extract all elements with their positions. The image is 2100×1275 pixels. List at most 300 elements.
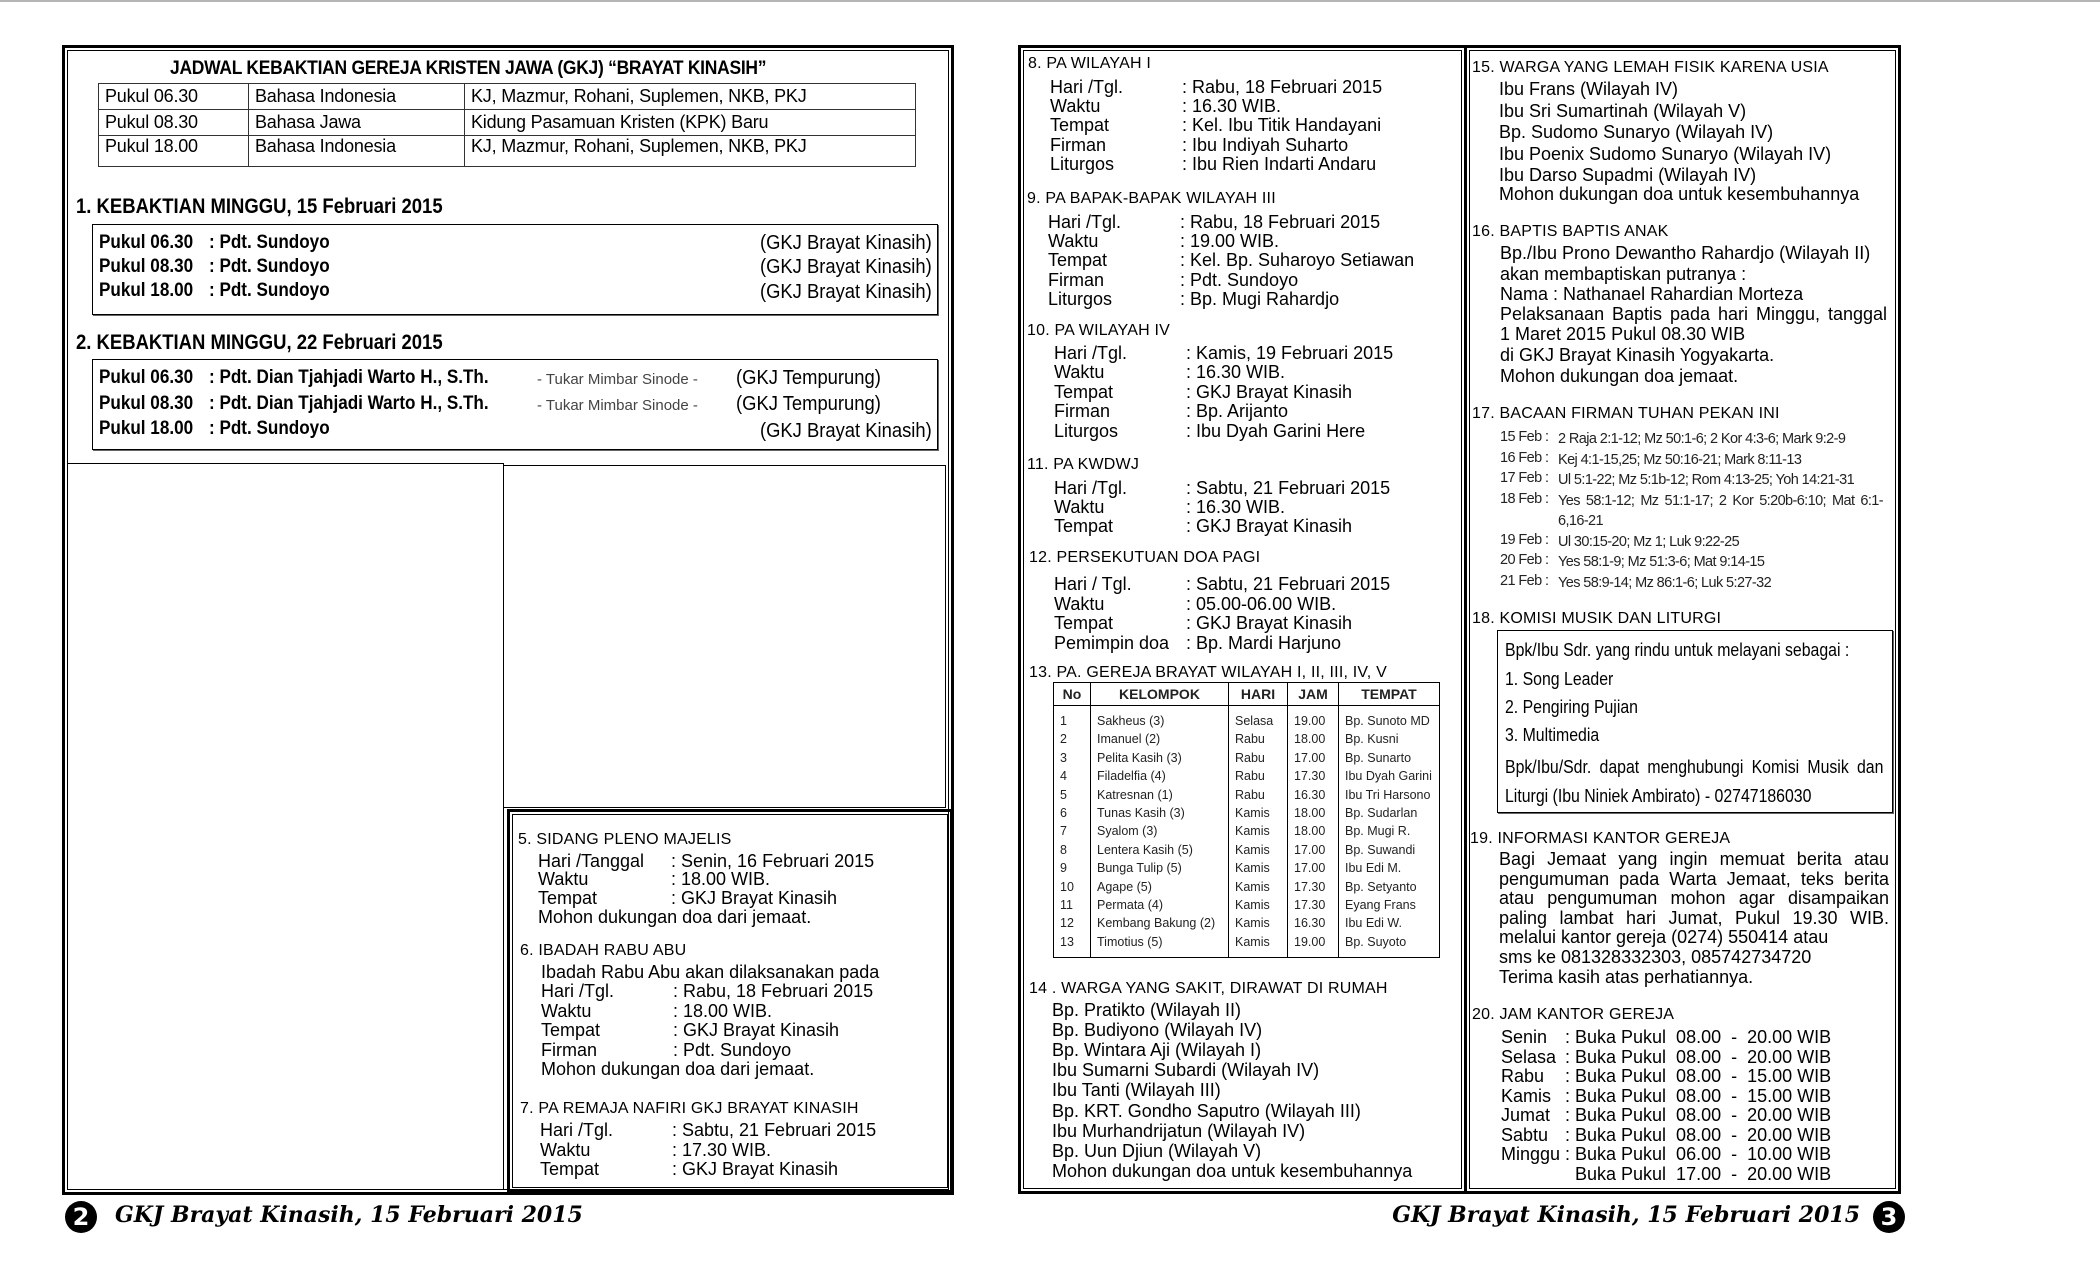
- office-day: Selasa: [1501, 1046, 1557, 1067]
- item-field: [1048, 250, 1414, 271]
- service-time: Pukul 08.30: [99, 256, 194, 277]
- pa-hari: Kamis: [1229, 804, 1288, 822]
- item-16-heading: 16. BAPTIS BAPTIS ANAK: [1472, 223, 1669, 240]
- reading-date: 18 Feb :: [1500, 490, 1549, 507]
- pa-tempat: Bp. Kusni: [1339, 730, 1440, 748]
- field-value: : Kel. Ibu Titik Handayani: [1182, 115, 1382, 135]
- service-time: Pukul 06.30: [99, 367, 194, 388]
- service-preacher: : Pdt. Dian Tjahjadi Warto H., S.Th.: [208, 367, 489, 388]
- page-number-badge: 3: [1873, 1201, 1905, 1233]
- pa-kelompok: Timotius (5): [1091, 933, 1229, 958]
- item-field: [1050, 77, 1382, 98]
- baptism-line: Bp./Ibu Prono Dewantho Rahardjo (Wilayah II): [1500, 243, 1871, 263]
- item-17-heading: 17. BACAAN FIRMAN TUHAN PEKAN INI: [1472, 405, 1780, 422]
- service-location: (GKJ Brayat Kinasih): [760, 232, 932, 254]
- field-value: : Sabtu, 21 Februari 2015: [1186, 478, 1391, 498]
- elderly-member: Ibu Poenix Sudomo Sunaryo (Wilayah IV): [1499, 143, 1832, 164]
- item-field: [1054, 516, 1352, 537]
- field-label: Waktu: [538, 869, 589, 889]
- office-day: Jumat: [1501, 1105, 1551, 1125]
- pa-tempat: Bp. Mugi R.: [1339, 822, 1440, 840]
- schedule-time: Pukul 18.00: [99, 136, 249, 167]
- service-preacher: : Pdt. Sundoyo: [208, 280, 330, 301]
- baptism-line: Mohon dukungan doa jemaat.: [1500, 366, 1739, 386]
- pa-no: 2: [1054, 730, 1091, 748]
- field-label: Tempat: [1050, 115, 1110, 135]
- pa-tempat: Ibu Edi M.: [1339, 859, 1440, 877]
- music-contact: Bpk/Ibu/Sdr. dapat menghubungi Komisi Musik dan Liturgi (Ibu Niniek Ambirato) - 02747186030: [1505, 757, 1884, 806]
- field-value: : GKJ Brayat Kinasih: [1186, 613, 1353, 633]
- item-field: [1050, 154, 1376, 175]
- pa-no: 1: [1054, 706, 1091, 731]
- service-row: [99, 393, 520, 415]
- schedule-time: Pukul 06.30: [99, 84, 249, 110]
- field-label: Hari /Tanggal: [538, 851, 645, 871]
- pa-tempat: Eyang Frans: [1339, 896, 1440, 914]
- item-field: [1048, 289, 1339, 310]
- reading-date: 20 Feb :: [1500, 552, 1549, 568]
- pa-no: 11: [1054, 896, 1091, 914]
- pa-jam: 17.00: [1288, 841, 1339, 859]
- reading-date: 16 Feb :: [1500, 449, 1549, 466]
- reading-date: 19 Feb :: [1500, 531, 1549, 548]
- reading-date: 17 Feb :: [1500, 470, 1549, 486]
- pa-jam: 16.30: [1288, 786, 1339, 804]
- pa-jam: 17.30: [1288, 896, 1339, 914]
- field-label: Hari /Tgl.: [540, 1120, 614, 1140]
- item-field: [1050, 96, 1281, 117]
- item-9-heading: 9. PA BAPAK-BAPAK WILAYAH III: [1027, 190, 1276, 207]
- pa-hari: Selasa: [1229, 706, 1288, 731]
- field-value: : 17.30 WIB.: [672, 1140, 772, 1160]
- pa-hari: Kamis: [1229, 822, 1288, 840]
- pa-jam: 18.00: [1288, 822, 1339, 840]
- pa-hari: Kamis: [1229, 914, 1288, 932]
- service-row: [99, 256, 343, 278]
- pa-hari: Rabu: [1229, 749, 1288, 767]
- page-footer-text: GKJ Brayat Kinasih, 15 Februari 2015: [1392, 1202, 1860, 1228]
- item-field: [1050, 115, 1381, 136]
- service-row: [99, 280, 343, 302]
- field-label: Hari /Tgl.: [1054, 478, 1128, 498]
- item-10-heading: 10. PA WILAYAH IV: [1027, 322, 1171, 339]
- field-label: Waktu: [1050, 96, 1101, 116]
- pa-hari: Kamis: [1229, 896, 1288, 914]
- empty-panel-left: [67, 463, 504, 1190]
- field-value: : GKJ Brayat Kinasih: [672, 1159, 839, 1179]
- pa-no: 6: [1054, 804, 1091, 822]
- item-8-heading: 8. PA WILAYAH I: [1028, 55, 1152, 72]
- office-day: Rabu: [1501, 1066, 1545, 1086]
- pa-tempat: Bp. Sudarlan: [1339, 804, 1440, 822]
- schedule-language: Bahasa Jawa: [249, 110, 465, 136]
- empty-panel-right: [503, 465, 946, 808]
- field-value: : Kel. Bp. Suharoyo Setiawan: [1180, 250, 1415, 270]
- item-field: [541, 1040, 791, 1061]
- elderly-member: Ibu Darso Supadmi (Wilayah IV): [1499, 165, 1757, 185]
- pa-tempat: Ibu Dyah Garini: [1339, 767, 1440, 785]
- sick-member: Bp. Pratikto (Wilayah II): [1052, 1000, 1242, 1020]
- field-label: Liturgos: [1048, 289, 1113, 309]
- item-18-heading: 18. KOMISI MUSIK DAN LITURGI: [1472, 610, 1722, 627]
- item-field: [1054, 633, 1341, 654]
- office-hours: : Buka Pukul 08.00 - 20.00 WIB: [1565, 1124, 1832, 1145]
- field-label: Waktu: [1048, 231, 1099, 251]
- field-label: Hari /Tgl.: [541, 981, 615, 1001]
- field-value: : Bp. Mugi Rahardjo: [1180, 289, 1340, 309]
- pa-no: 8: [1054, 841, 1091, 859]
- field-label: Tempat: [541, 1020, 601, 1040]
- elderly-closing: Mohon dukungan doa untuk kesembuhannya: [1499, 184, 1860, 204]
- office-day: Senin: [1501, 1027, 1548, 1047]
- pa-jam: 17.30: [1288, 878, 1339, 896]
- office-info-paragraph: Bagi Jemaat yang ingin memuat berita atau pengumuman pada Warta Jemaat, teks berita atau pengumuman mohon agar disampaikan paling lambat hari Jumat, Pukul 19.30 WIB. melalui kantor gereja (0274) 550414 atau: [1499, 849, 1889, 947]
- item-field: [1048, 231, 1279, 252]
- elderly-member: Ibu Frans (Wilayah IV): [1499, 79, 1679, 99]
- item-field: [1054, 362, 1285, 383]
- column-header-jam: JAM: [1288, 683, 1339, 706]
- pa-hari: Rabu: [1229, 786, 1288, 804]
- office-day: Sabtu: [1501, 1124, 1549, 1145]
- schedule-row: [99, 136, 916, 167]
- pa-jam: 19.00: [1288, 706, 1339, 731]
- item-field: [1050, 135, 1348, 156]
- item-field: [1054, 401, 1288, 422]
- pa-no: 10: [1054, 878, 1091, 896]
- field-value: : Sabtu, 21 Februari 2015: [1186, 574, 1391, 594]
- elderly-member: Bp. Sudomo Sunaryo (Wilayah IV): [1499, 122, 1774, 142]
- field-label: Waktu: [1054, 594, 1105, 614]
- pa-table-row: [1054, 822, 1440, 840]
- sick-member: Bp. Wintara Aji (Wilayah I): [1052, 1040, 1262, 1061]
- item-field: [541, 1020, 839, 1041]
- field-value: : GKJ Brayat Kinasih: [1186, 516, 1353, 536]
- pa-no: 9: [1054, 859, 1091, 877]
- field-value: : 18.00 WIB.: [673, 1001, 773, 1021]
- baptism-line: akan membaptiskan putranya :: [1500, 264, 1747, 284]
- service-1-heading: 1. KEBAKTIAN MINGGU, 15 Februari 2015: [76, 195, 443, 218]
- sick-member: Bp. KRT. Gondho Saputro (Wilayah III): [1052, 1100, 1361, 1121]
- field-label: Waktu: [1054, 362, 1105, 382]
- pa-table-row: [1054, 933, 1440, 958]
- item-15-heading: 15. WARGA YANG LEMAH FISIK KARENA USIA: [1472, 59, 1829, 76]
- field-value: : Senin, 16 Februari 2015: [671, 851, 875, 871]
- item-field: [540, 1140, 771, 1161]
- field-label: Tempat: [538, 888, 598, 908]
- pa-table-row: [1054, 706, 1440, 731]
- page-footer-text: GKJ Brayat Kinasih, 15 Februari 2015: [115, 1202, 583, 1228]
- pa-table-row: [1054, 767, 1440, 785]
- field-label: Waktu: [1054, 497, 1105, 517]
- field-label: Hari /Tgl.: [1048, 212, 1122, 232]
- pa-kelompok: Imanuel (2): [1091, 730, 1229, 748]
- elderly-member: Ibu Sri Sumartinah (Wilayah V): [1499, 100, 1747, 121]
- service-time: Pukul 18.00: [99, 280, 194, 301]
- pa-tempat: Bp. Sunarto: [1339, 749, 1440, 767]
- item-19-heading: 19. INFORMASI KANTOR GEREJA: [1470, 830, 1731, 847]
- field-value: : Ibu Rien Indarti Andaru: [1182, 154, 1377, 174]
- item-field: [538, 888, 837, 909]
- pa-table-row: [1054, 730, 1440, 748]
- field-value: : Pdt. Sundoyo: [673, 1040, 792, 1060]
- pa-table-row: [1054, 786, 1440, 804]
- service-note: - Tukar Mimbar Sinode -: [537, 371, 698, 388]
- pa-table-row: [1054, 896, 1440, 914]
- service-time: Pukul 08.30: [99, 393, 194, 414]
- service-time: Pukul 18.00: [99, 418, 194, 439]
- pa-tempat: Bp. Suwandi: [1339, 841, 1440, 859]
- field-label: Hari /Tgl.: [1054, 343, 1128, 363]
- column-header-tempat: TEMPAT: [1339, 683, 1440, 706]
- field-label: Firman: [541, 1040, 598, 1060]
- baptism-line: di GKJ Brayat Kinasih Yogyakarta.: [1500, 345, 1775, 365]
- field-value: : Rabu, 18 Februari 2015: [673, 981, 874, 1001]
- office-hours: : Buka Pukul 08.00 - 20.00 WIB: [1565, 1105, 1832, 1125]
- pa-table-row: [1054, 841, 1440, 859]
- pa-kelompok: Permata (4): [1091, 896, 1229, 914]
- page-number-badge: 2: [65, 1201, 97, 1233]
- field-value: : GKJ Brayat Kinasih: [671, 888, 838, 908]
- field-value: : Bp. Mardi Harjuno: [1186, 633, 1342, 653]
- field-value: : 19.00 WIB.: [1180, 231, 1280, 251]
- item-field: [540, 1159, 838, 1180]
- service-location: (GKJ Brayat Kinasih): [760, 420, 932, 442]
- item-7-heading: 7. PA REMAJA NAFIRI GKJ BRAYAT KINASIH: [520, 1100, 859, 1117]
- pa-table-row: [1054, 804, 1440, 822]
- pa-hari: Rabu: [1229, 767, 1288, 785]
- pa-kelompok: Katresnan (1): [1091, 786, 1229, 804]
- item-12-heading: 12. PERSEKUTUAN DOA PAGI: [1029, 549, 1261, 566]
- service-preacher: : Pdt. Dian Tjahjadi Warto H., S.Th.: [208, 393, 489, 414]
- sick-member: Bp. Uun Djiun (Wilayah V): [1052, 1140, 1262, 1161]
- field-value: : 16.30 WIB.: [1186, 362, 1286, 382]
- reading-text: 2 Raja 2:1-12; Mz 50:1-6; 2 Kor 4:3-6; Mark 9:2-9: [1558, 431, 1846, 447]
- item-5-heading: 5. SIDANG PLENO MAJELIS: [518, 831, 732, 848]
- pa-kelompok: Bunga Tulip (5): [1091, 859, 1229, 877]
- office-info-closing: Terima kasih atas perhatiannya.: [1499, 967, 1754, 987]
- pa-no: 4: [1054, 767, 1091, 785]
- reading-text: Yes 58:9-14; Mz 86:1-6; Luk 5:27-32: [1558, 574, 1772, 591]
- reading-text: Kej 4:1-15,25; Mz 50:16-21; Mark 8:11-13: [1558, 451, 1802, 468]
- schedule-language: Bahasa Indonesia: [249, 84, 465, 110]
- pa-table-row: [1054, 878, 1440, 896]
- schedule-row: [99, 110, 916, 136]
- schedule-songbooks: Kidung Pasamuan Kristen (KPK) Baru: [465, 110, 916, 136]
- pa-no: 12: [1054, 914, 1091, 932]
- field-label: Tempat: [1048, 250, 1108, 270]
- schedule-row: [99, 84, 916, 110]
- reading-text: Ul 30:15-20; Mz 1; Luk 9:22-25: [1558, 533, 1740, 550]
- service-preacher: : Pdt. Sundoyo: [208, 232, 330, 253]
- pa-kelompok: Agape (5): [1091, 878, 1229, 896]
- reading-date: 21 Feb :: [1500, 572, 1549, 589]
- pa-table-row: [1054, 749, 1440, 767]
- pa-jam: 18.00: [1288, 804, 1339, 822]
- field-value: : 16.30 WIB.: [1186, 497, 1286, 517]
- pa-tempat: Bp. Sunoto MD: [1339, 706, 1440, 731]
- field-value: : Bp. Arijanto: [1186, 401, 1289, 421]
- office-info-sms: sms ke 081328332303, 085742734720: [1499, 947, 1812, 967]
- pa-tempat: Ibu Tri Harsono: [1339, 786, 1440, 804]
- field-label: Liturgos: [1050, 154, 1115, 174]
- schedule-songbooks: KJ, Mazmur, Rohani, Suplemen, NKB, PKJ: [465, 84, 916, 110]
- reading-text: Yes 58:1-9; Mz 51:3-6; Mat 9:14-15: [1558, 554, 1765, 570]
- item-field: [1048, 212, 1380, 233]
- item-6-heading: 6. IBADAH RABU ABU: [520, 942, 687, 959]
- service-row: [99, 418, 343, 440]
- field-value: : Kamis, 19 Februari 2015: [1186, 343, 1394, 363]
- pa-hari: Rabu: [1229, 730, 1288, 748]
- service-location: (GKJ Brayat Kinasih): [760, 256, 932, 278]
- column-header-kelompok: KELOMPOK: [1091, 683, 1229, 706]
- pa-kelompok: Lentera Kasih (5): [1091, 841, 1229, 859]
- field-value: : 16.30 WIB.: [1182, 96, 1282, 116]
- pa-table-header-row: [1054, 683, 1440, 706]
- service-row: [99, 367, 520, 389]
- column-header-hari: HARI: [1229, 683, 1288, 706]
- field-label: Firman: [1050, 135, 1107, 155]
- item-intro: Ibadah Rabu Abu akan dilaksanakan pada: [541, 962, 880, 982]
- service-location: (GKJ Tempurung): [736, 393, 881, 415]
- pa-table-row: [1054, 914, 1440, 932]
- item-20-heading: 20. JAM KANTOR GEREJA: [1472, 1006, 1675, 1023]
- music-role: 1. Song Leader: [1505, 669, 1614, 689]
- pa-hari: Kamis: [1229, 841, 1288, 859]
- field-value: : GKJ Brayat Kinasih: [673, 1020, 840, 1040]
- item-field: [1054, 421, 1365, 442]
- field-value: : 18.00 WIB.: [671, 869, 771, 889]
- office-hours: : Buka Pukul 08.00 - 15.00 WIB: [1565, 1085, 1832, 1106]
- field-label: Firman: [1054, 401, 1111, 421]
- field-value: : GKJ Brayat Kinasih: [1186, 382, 1353, 402]
- item-14-heading: 14 . WARGA YANG SAKIT, DIRAWAT DI RUMAH: [1029, 980, 1388, 997]
- pa-kelompok: Filadelfia (4): [1091, 767, 1229, 785]
- reading-date: 15 Feb :: [1500, 429, 1549, 445]
- reading-text: Yes 58:1-12; Mz 51:1-17; 2 Kor 5:20b-6:10; Mat 6:1-6,16-21: [1558, 492, 1883, 529]
- sick-member: Ibu Murhandrijatun (Wilayah IV): [1052, 1120, 1306, 1141]
- pa-kelompok: Tunas Kasih (3): [1091, 804, 1229, 822]
- pa-no: 7: [1054, 822, 1091, 840]
- office-hours: : Buka Pukul 08.00 - 20.00 WIB: [1565, 1027, 1832, 1047]
- field-value: : Rabu, 18 Februari 2015: [1180, 212, 1381, 232]
- service-location: (GKJ Brayat Kinasih): [760, 281, 932, 303]
- item-field: [1054, 478, 1390, 499]
- field-value: : Ibu Dyah Garini Here: [1186, 421, 1366, 441]
- schedule-language: Bahasa Indonesia: [249, 136, 465, 167]
- schedule-title: JADWAL KEBAKTIAN GEREJA KRISTEN JAWA (GKJ) “BRAYAT KINASIH”: [170, 58, 767, 79]
- pa-no: 5: [1054, 786, 1091, 804]
- pa-jam: 18.00: [1288, 730, 1339, 748]
- service-2-heading: 2. KEBAKTIAN MINGGU, 22 Februari 2015: [76, 331, 443, 354]
- music-role: 2. Pengiring Pujian: [1505, 697, 1638, 717]
- pa-tempat: Ibu Edi W.: [1339, 914, 1440, 932]
- pa-kelompok: Syalom (3): [1091, 822, 1229, 840]
- item-field: [1054, 382, 1352, 403]
- item-field: [541, 981, 873, 1002]
- field-label: Waktu: [540, 1140, 591, 1160]
- field-value: : Pdt. Sundoyo: [1180, 270, 1299, 290]
- field-label: Tempat: [1054, 516, 1114, 536]
- office-day: Minggu: [1501, 1144, 1561, 1164]
- pa-kelompok: Pelita Kasih (3): [1091, 749, 1229, 767]
- field-label: Firman: [1048, 270, 1105, 290]
- item-field: [1054, 613, 1352, 634]
- office-day: Kamis: [1501, 1085, 1552, 1106]
- pa-hari: Kamis: [1229, 878, 1288, 896]
- field-value: : 05.00-06.00 WIB.: [1186, 594, 1337, 614]
- pa-jam: 17.00: [1288, 749, 1339, 767]
- service-time: Pukul 06.30: [99, 232, 194, 253]
- baptism-line: Nama : Nathanael Rahardian Morteza: [1500, 284, 1804, 304]
- field-label: Tempat: [1054, 613, 1114, 633]
- field-label: Tempat: [1054, 382, 1114, 402]
- baptism-paragraph: Pelaksanaan Baptis pada hari Minggu, tanggal 1 Maret 2015 Pukul 08.30 WIB: [1500, 304, 1887, 344]
- item-field: [538, 869, 770, 890]
- pa-tempat: Bp. Suyoto: [1339, 933, 1440, 958]
- reading-text: Ul 5:1-22; Mz 5:1b-12; Rom 4:13-25; Yoh 14:21-31: [1558, 472, 1855, 488]
- item-field: [1054, 574, 1390, 595]
- music-role: 3. Multimedia: [1505, 725, 1600, 745]
- pa-kelompok: Sakheus (3): [1091, 706, 1229, 731]
- pa-table-row: [1054, 859, 1440, 877]
- field-value: : Ibu Indiyah Suharto: [1182, 135, 1349, 155]
- pa-no: 3: [1054, 749, 1091, 767]
- field-label: Hari /Tgl.: [1050, 77, 1124, 97]
- pa-hari: Kamis: [1229, 933, 1288, 958]
- sick-member: Ibu Sumarni Subardi (Wilayah IV): [1052, 1060, 1320, 1081]
- item-closing: Mohon dukungan doa dari jemaat.: [538, 907, 812, 927]
- pa-no: 13: [1054, 933, 1091, 958]
- sick-member: Bp. Budiyono (Wilayah IV): [1052, 1020, 1263, 1041]
- top-edge-line: [0, 0, 2100, 2]
- service-location: (GKJ Tempurung): [736, 367, 881, 389]
- sick-member: Ibu Tanti (Wilayah III): [1052, 1080, 1221, 1101]
- item-field: [541, 1001, 772, 1022]
- column-header-no: No: [1054, 683, 1091, 706]
- pa-hari: Kamis: [1229, 859, 1288, 877]
- field-label: Liturgos: [1054, 421, 1119, 441]
- schedule-time: Pukul 08.30: [99, 110, 249, 136]
- field-value: : Sabtu, 21 Februari 2015: [672, 1120, 877, 1140]
- office-hours: Buka Pukul 17.00 - 20.00 WIB: [1565, 1163, 1832, 1184]
- item-field: [540, 1120, 876, 1141]
- pa-jam: 16.30: [1288, 914, 1339, 932]
- pa-tempat: Bp. Setyanto: [1339, 878, 1440, 896]
- item-field: [1054, 497, 1285, 518]
- item-closing: Mohon dukungan doa dari jemaat.: [541, 1059, 815, 1079]
- music-intro: Bpk/Ibu Sdr. yang rindu untuk melayani sebagai :: [1505, 640, 1850, 660]
- item-field: [1054, 343, 1393, 364]
- item-11-heading: 11. PA KWDWJ: [1027, 456, 1140, 473]
- pa-jam: 19.00: [1288, 933, 1339, 958]
- service-row: [99, 232, 343, 254]
- office-hours: : Buka Pukul 08.00 - 20.00 WIB: [1565, 1046, 1832, 1067]
- pa-jam: 17.00: [1288, 859, 1339, 877]
- office-hours: : Buka Pukul 06.00 - 10.00 WIB: [1565, 1144, 1832, 1164]
- item-13-heading: 13. PA. GEREJA BRAYAT WILAYAH I, II, III, IV, V: [1029, 664, 1387, 681]
- service-preacher: : Pdt. Sundoyo: [208, 256, 330, 277]
- service-schedule-table: [98, 83, 916, 167]
- field-value: : Rabu, 18 Februari 2015: [1182, 77, 1383, 97]
- field-label: Waktu: [541, 1001, 592, 1021]
- field-label: Tempat: [540, 1159, 600, 1179]
- service-note: - Tukar Mimbar Sinode -: [537, 397, 698, 414]
- pa-group-table: [1053, 682, 1440, 958]
- schedule-songbooks: KJ, Mazmur, Rohani, Suplemen, NKB, PKJ: [465, 136, 916, 167]
- office-hours: : Buka Pukul 08.00 - 15.00 WIB: [1565, 1066, 1832, 1086]
- service-preacher: : Pdt. Sundoyo: [208, 418, 330, 439]
- item-field: [1048, 270, 1298, 291]
